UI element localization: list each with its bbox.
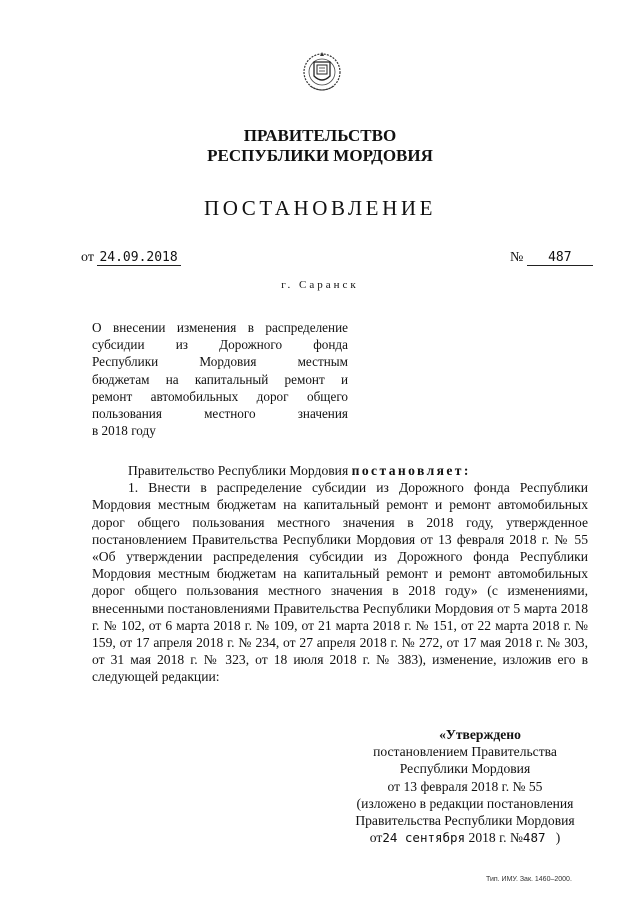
- approval-line: Правительства Республики Мордовия: [355, 813, 575, 829]
- city: г. Саранск: [281, 279, 359, 291]
- gov-title-line1: ПРАВИТЕЛЬСТВО: [243, 126, 397, 145]
- approval-number: 487: [522, 830, 546, 846]
- document-type: ПОСТАНОВЛЕНИЕ: [203, 196, 437, 220]
- date-prefix: от: [81, 250, 94, 265]
- date-row: [81, 250, 181, 266]
- approval-date: 24 сентября: [382, 830, 466, 846]
- print-info: Тип. ИМУ. Зак. 1460–2000.: [486, 876, 572, 883]
- approval-line: (изложено в редакции постановления: [356, 795, 574, 811]
- approval-date-line: [340, 829, 590, 846]
- approval-close: ): [555, 830, 561, 846]
- approval-line: постановлением Правительства: [373, 744, 557, 760]
- approval-line: от 13 февраля 2018 г. № 55: [387, 778, 543, 794]
- number-row: [510, 250, 593, 266]
- number-prefix: №: [510, 250, 524, 265]
- approval-title: «Утверждено: [439, 727, 521, 742]
- approval-block: [340, 726, 590, 846]
- paragraph-1: 1. Внести в распределение субсидии из Дорожного фонда Республики Мордовия местным бюджетам на капитальный ремонт и ремонт автомобильных дорог общего пользования местного значения в 2018 году, утвержденное постановлением Правительства Республики Мордовия от 13 февраля 2018 г. № 55 «Об утверждении распределения субсидии из Дорожного фонда Республики Мордовия местным бюджетам на капитальный ремонт и ремонт автомобильных дорог общего пользования местного значения в 2018 году» (с изменениями, внесенными постановлениями Правительства Республики Мордовия от 5 марта 2018 г. № 102, от 6 марта 2018 г. № 109, от 21 марта 2018 г. № 151, от 22 марта 2018 г. № 159, от 17 апреля 2018 г. № 234, от 27 апреля 2018 г. № 272, от 17 мая 2018 г. № 303, от 31 мая 2018 г. № 323, от 18 июля 2018 г. № 383), изменение, изложив его в следующей редакции:: [92, 480, 588, 685]
- intro-verb: постановляет:: [351, 463, 471, 478]
- approval-year: 2018 г. №: [468, 830, 523, 846]
- decree-date: 24.09.2018: [97, 250, 181, 266]
- subject-line: О внесении изменения в распределение: [92, 320, 348, 335]
- subject-line: ремонт автомобильных дорог общего: [92, 388, 348, 404]
- subject-line: Республики Мордовия местным: [92, 354, 348, 370]
- decree-body: [92, 462, 588, 686]
- subject-line: субсидии из Дорожного фонда: [92, 337, 348, 353]
- intro-text: Правительство Республики Мордовия: [128, 463, 349, 478]
- decree-subject: [92, 319, 348, 439]
- subject-line: в 2018 году: [92, 423, 156, 439]
- decree-number: 487: [527, 250, 593, 266]
- gov-title-line2: РЕСПУБЛИКИ МОРДОВИЯ: [207, 146, 433, 165]
- subject-line: пользования местного значения: [92, 406, 348, 422]
- approval-line: Республики Мордовия: [399, 761, 531, 777]
- coat-of-arms-icon: [302, 48, 342, 96]
- intro-paragraph: [92, 462, 588, 479]
- approval-date-prefix: от: [369, 830, 383, 846]
- subject-line: бюджетам на капитальный ремонт и: [92, 371, 348, 387]
